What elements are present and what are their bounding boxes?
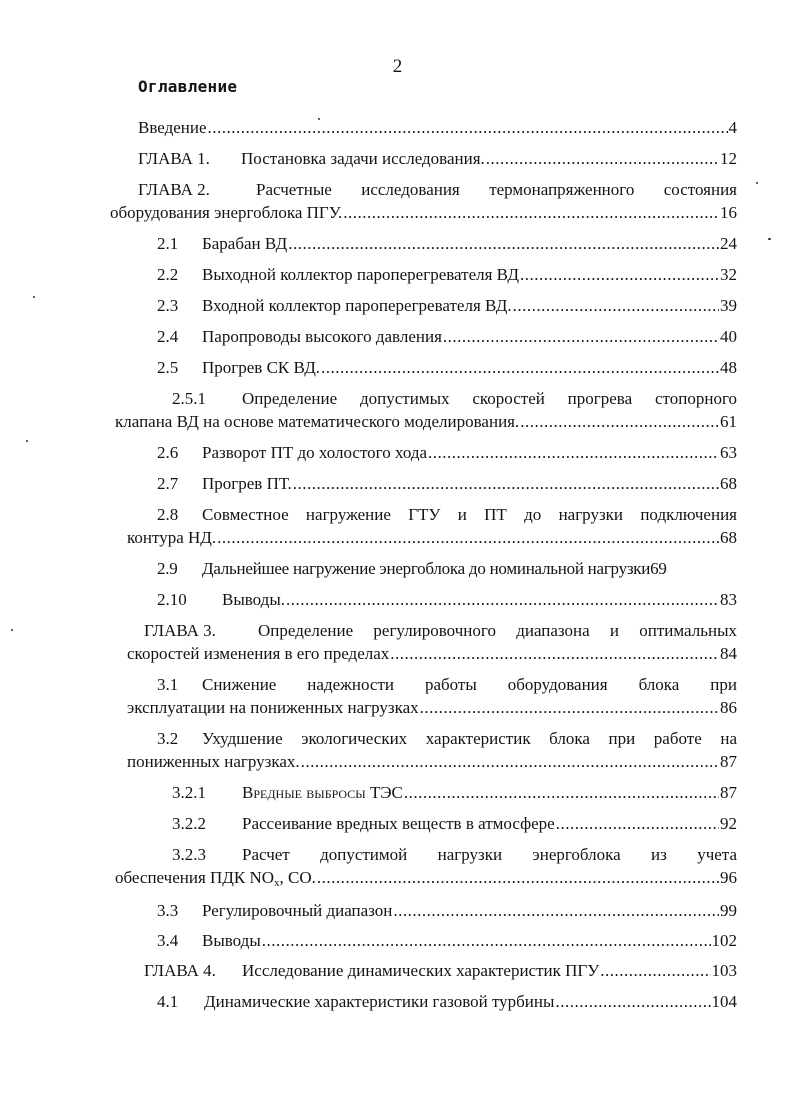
toc-entry-number: ГЛАВА 2. [138, 180, 210, 199]
toc-entry-title-line1: Совместное нагружение ГТУ и ПТ до нагрузки подключения [202, 505, 737, 524]
dot-leader [301, 750, 719, 773]
toc-entry-title: Выходной коллектор пароперегревателя ВД [202, 265, 519, 284]
dot-leader [428, 441, 719, 464]
toc-entry-section-2-7[interactable] [0, 472, 795, 495]
toc-entry-page: 68 [720, 474, 737, 493]
dot-leader [208, 116, 728, 139]
toc-entry-title: Динамические характеристики газовой турбины [204, 992, 555, 1011]
toc-entry-page: 92 [720, 814, 737, 833]
toc-entry-section-2-8[interactable] [0, 503, 795, 549]
toc-entry-section-3-1[interactable] [0, 673, 795, 719]
toc-entry-section-3-2-3[interactable] [0, 843, 795, 889]
toc-entry-title-line1: Расчетные исследования термонапряженного состояния [256, 180, 737, 199]
dot-leader [556, 812, 719, 835]
toc-entry-number: 3.2.1 [172, 783, 206, 802]
toc-entry-title: Входной коллектор пароперегревателя ВД. [202, 296, 512, 315]
toc-entry-page: 4 [728, 118, 737, 137]
toc-entry-title: Паропроводы высокого давления [202, 327, 442, 346]
toc-entry-page: 84 [720, 644, 737, 663]
toc-entry-title-line2: контура НД. [127, 528, 217, 547]
title-text-end: , CO. [279, 868, 316, 887]
toc-entry-number: 2.1 [157, 234, 179, 253]
toc-entry-number: ГЛАВА 4. [144, 961, 216, 980]
toc-entry-page: 24 [720, 234, 737, 253]
toc-entry-title-line2: скоростей изменения в его пределах [127, 644, 390, 663]
dot-leader [343, 201, 719, 224]
toc-entry-section-2-1[interactable] [0, 232, 795, 255]
toc-entry-page: 102 [711, 931, 737, 950]
toc-entry-number: 2.9 [157, 559, 178, 578]
toc-entry-section-2-6[interactable] [0, 441, 795, 464]
toc-entry-number: 3.3 [157, 901, 179, 920]
toc-entry-title-line1: Ухудшение экологических характеристик блока при работе на [202, 729, 737, 748]
toc-entry-page: 96 [720, 868, 737, 887]
toc-entry-page: 104 [711, 992, 737, 1011]
dot-leader [520, 410, 719, 433]
dot-leader [443, 325, 719, 348]
toc-entry-page: 103 [711, 961, 737, 980]
toc-entry-title-line2: клапана ВД на основе математического моделирования. [115, 412, 520, 431]
toc-entry-number: 2.10 [157, 590, 187, 609]
toc-entry-number: 2.3 [157, 296, 179, 315]
toc-entry-section-2-5-1[interactable] [0, 387, 795, 433]
toc-entry-title-line1: Снижение надежности работы оборудования блока при [202, 675, 737, 694]
toc-entry-section-2-9[interactable] [0, 557, 795, 580]
toc-entry-chapter-4[interactable] [0, 959, 795, 982]
toc-entry-page: 83 [720, 590, 737, 609]
toc-entry-section-3-2[interactable] [0, 727, 795, 773]
toc-entry-page: 40 [720, 327, 737, 346]
toc-entry-number: 3.2 [157, 729, 179, 748]
toc-entry-section-3-3[interactable] [0, 899, 795, 922]
dot-leader [317, 866, 719, 889]
toc-entry-title: Введение [138, 118, 207, 137]
toc-entry-page: 32 [720, 265, 737, 284]
toc-entry-number: 3.2.3 [172, 845, 206, 864]
dot-leader [286, 588, 719, 611]
toc-entry-title-line2: эксплуатации на пониженных нагрузках [127, 698, 419, 717]
toc-entry-page: 48 [720, 358, 737, 377]
dot-leader [293, 472, 719, 495]
toc-entry-title-line1: Определение допустимых скоростей прогрева стопорного [242, 389, 737, 408]
toc-entry-chapter-1[interactable] [0, 147, 795, 170]
toc-entry-section-4-1[interactable] [0, 990, 795, 1013]
toc-entry-number: ГЛАВА 3. [144, 621, 216, 640]
toc-entry-section-2-2[interactable] [0, 263, 795, 286]
dot-leader [513, 294, 719, 317]
toc-entry-page: 68 [720, 528, 737, 547]
toc-entry-page: 61 [720, 412, 737, 431]
toc-entry-number: 2.6 [157, 443, 179, 462]
toc-entry-title: Исследование динамических характеристик ПГУ [242, 961, 600, 980]
toc-entry-number: ГЛАВА 1. [138, 149, 210, 168]
toc-entry-chapter-2[interactable] [0, 178, 795, 224]
dot-leader [288, 232, 719, 255]
toc-title: Оглавление [138, 77, 238, 96]
toc-entry-title: Дальнейшее нагружение энергоблока до номинальной нагрузки [202, 559, 651, 578]
toc-entry-chapter-3[interactable] [0, 619, 795, 665]
scan-speck [33, 296, 35, 298]
toc-entry-number: 3.4 [157, 931, 179, 950]
toc-entry-section-3-2-1[interactable] [0, 781, 795, 804]
toc-entry-number: 3.2.2 [172, 814, 206, 833]
dot-leader [420, 696, 719, 719]
dot-leader [404, 781, 719, 804]
toc-entry-number: 2.2 [157, 265, 179, 284]
dot-leader [217, 526, 719, 549]
dot-leader [321, 356, 719, 379]
scan-speck [318, 118, 320, 120]
toc-entry-section-2-3[interactable] [0, 294, 795, 317]
scan-speck [11, 629, 13, 631]
toc-entry-number: 3.1 [157, 675, 179, 694]
toc-entry-number: 2.7 [157, 474, 179, 493]
toc-entry-page: 16 [720, 203, 737, 222]
toc-entry-title-line1: Определение регулировочного диапазона и оптимальных [258, 621, 737, 640]
title-text: обеспечения ПДК NO [115, 868, 275, 887]
toc-entry-title: Барабан ВД [202, 234, 288, 253]
toc-entry-intro[interactable] [0, 116, 795, 139]
dot-leader [520, 263, 719, 286]
toc-entry-title: Разворот ПТ до холостого хода [202, 443, 428, 462]
dot-leader [486, 147, 719, 170]
scan-speck [768, 238, 771, 240]
toc-entry-section-3-4[interactable] [0, 929, 795, 952]
toc-entry-title: Рассеивание вредных веществ в атмосфере [242, 814, 555, 833]
toc-entry-page: 87 [720, 783, 737, 802]
dot-leader [393, 899, 719, 922]
toc-entry-page: 87 [720, 752, 737, 771]
toc-entry-title: Выводы. [222, 590, 286, 609]
toc-entry-page: 86 [720, 698, 737, 717]
toc-entry-title: Вредные выбросы ТЭС [242, 783, 403, 802]
toc-entry-title: Регулировочный диапазон [202, 901, 393, 920]
dot-leader [262, 929, 711, 952]
toc-entry-title: Постановка задачи исследования. [241, 149, 485, 168]
toc-entry-number: 2.5.1 [172, 389, 206, 408]
toc-entry-number: 2.4 [157, 327, 179, 346]
toc-entry-number: 4.1 [157, 992, 179, 1011]
toc-entry-page: 63 [720, 443, 737, 462]
page-number: 2 [392, 56, 403, 77]
toc-entry-title-line2: оборудования энергоблока ПГУ. [110, 203, 343, 222]
toc-entry-page: 39 [720, 296, 737, 315]
scan-speck [26, 440, 28, 442]
subscript-x: x [274, 877, 280, 889]
toc-entry-section-2-10[interactable] [0, 588, 795, 611]
toc-entry-number: 2.8 [157, 505, 179, 524]
dot-leader [600, 959, 710, 982]
toc-entry-section-2-4[interactable] [0, 325, 795, 348]
toc-entry-page: 69 [650, 559, 667, 578]
toc-entry-title-line2 [115, 866, 316, 889]
dot-leader [555, 990, 710, 1013]
toc-entry-title-line1: Расчет допустимой нагрузки энергоблока из учета [242, 845, 737, 864]
toc-entry-section-2-5[interactable] [0, 356, 795, 379]
toc-entry-number: 2.5 [157, 358, 179, 377]
toc-entry-page: 99 [720, 901, 737, 920]
dot-leader [390, 642, 719, 665]
toc-entry-title: Прогрев ПТ. [202, 474, 292, 493]
toc-entry-title: Выводы [202, 931, 261, 950]
toc-entry-page: 12 [720, 149, 737, 168]
toc-entry-title: Прогрев СК ВД. [202, 358, 321, 377]
scan-speck [756, 182, 758, 184]
toc-entry-section-3-2-2[interactable] [0, 812, 795, 835]
toc-entry-title-line2: пониженных нагрузках. [127, 752, 300, 771]
